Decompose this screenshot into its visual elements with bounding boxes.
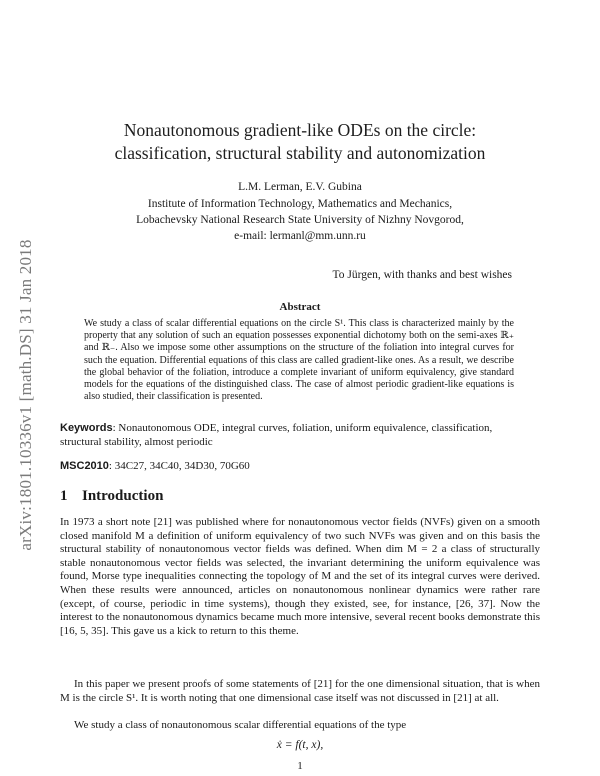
keywords-text: : Nonautonomous ODE, integral curves, foliation, uniform equivalence, classification, structural stability, almost periodic [60, 422, 493, 448]
section-heading [60, 488, 163, 505]
arxiv-identifier: arXiv:1801.10336v1 [math.DS] 31 Jan 2018 [16, 239, 35, 551]
msc-text: : 34C27, 34C40, 34D30, 70G60 [108, 460, 250, 472]
paper-title-line-1: Nonautonomous gradient-like ODEs on the circle: [123, 120, 477, 140]
section-number: 1 [60, 488, 68, 504]
paper-title-line-2: classification, structural stability and autonomization [114, 143, 486, 163]
section-title: Introduction [82, 488, 164, 504]
intro-paragraph-1: In 1973 a short note [21] was published where for nonautonomous vector fields (NVFs) given on a smooth closed manifold M a definition of uniform equivalency of two such NVFs was given and on this basis the structural stability of nonautonomous vector fields was defined. When dim M = 2 a class of structurally stable nonautonomous vector fields was selected, the invariant determining the uniform equivalence was found, Morse type inequalities connecting the topology of M and the set of its integral curves were derived. When these results were announced, articles on nonautonomous nonlinear dynamics were rather rare (except, of course, periodic in time systems), though they existed, see, for instance, [26, 37]. Now the interest to the nonautonomous dynamics became much more intensive, several recent books demonstrate this [16, 5, 35]. This gave us a kick to return to this theme. [60, 516, 540, 637]
affiliation-line-2: Lobachevsky National Research State University of Nizhny Novgorod, [136, 214, 464, 226]
arxiv-side-stamp [4, 0, 48, 776]
msc-label: MSC2010 [60, 460, 109, 472]
abstract-heading: Abstract [279, 301, 321, 313]
page-number: 1 [297, 760, 303, 772]
intro-paragraph-3: We study a class of nonautonomous scalar differential equations of the type [74, 719, 407, 731]
abstract-text: We study a class of scalar differential equations on the circle S¹. This class is characterized mainly by the property that any solution of such an equation possesses exponential dichotomy both on the semi-axes ℝ₊ and ℝ₋. Also we impose some other assumptions on the structure of the foliation into integral curves for such the equation. Differential equations of this class are called gradient-like ones. As a result, we describe the global behavior of the foliation, introduce a complete invariant of uniform equivalency, give standard models for the equations of the distinguished class. The case of almost periodic gradient-like equations is also studied, their classification is presented. [84, 318, 514, 403]
msc-classification [60, 460, 250, 472]
dedication: To Jürgen, with thanks and best wishes [332, 269, 512, 281]
affiliation-line-1: Institute of Information Technology, Mathematics and Mechanics, [147, 198, 453, 210]
intro-paragraph-2: In this paper we present proofs of some statements of [21] for the one dimensional situation, that is when M is the circle S¹. It is worth noting that one dimensional case itself was not discussed in [21] at all. [60, 678, 540, 704]
author-email: e-mail: lermanl@mm.unn.ru [234, 230, 366, 242]
keywords [60, 421, 530, 449]
equation: ẋ = f(t, x), [276, 739, 324, 751]
authors: L.M. Lerman, E.V. Gubina [238, 181, 362, 193]
keywords-label: Keywords [60, 422, 113, 434]
